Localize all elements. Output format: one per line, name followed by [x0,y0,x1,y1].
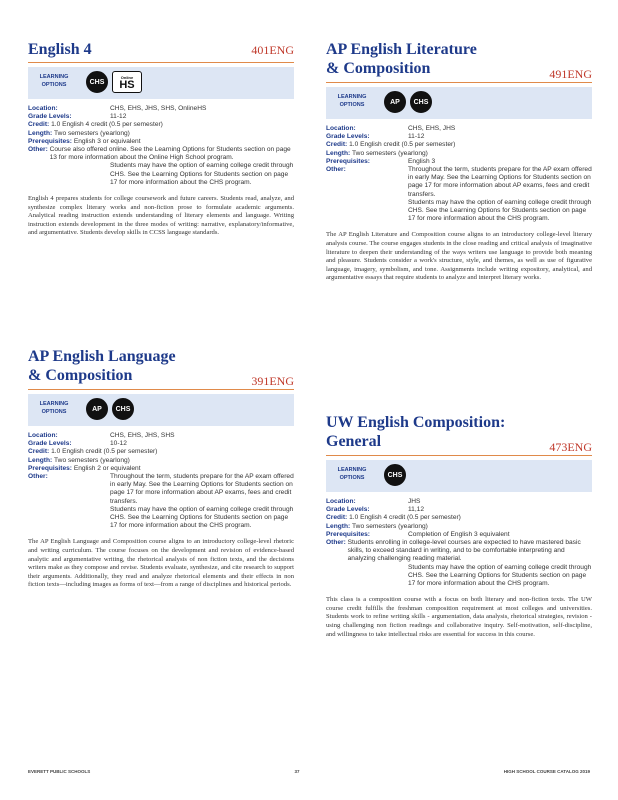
ap-icon: AP [384,91,406,113]
divider [326,455,592,456]
course-info: Location: CHS, EHS, JHS, SHS, OnlineHS Grade Levels: 11-12 Credit: 1.0 English 4 credit (0.5 per semester) Length: Two semesters (yearlong) Prerequisites: English 3 or equivalent Other: Course also offered online. See the Learning Options for Students section on page 13 for more information about the Online High School program. Students may have the option of earning college credit through CHS. See the Learning Options for Students section on page 17 for more information about the CHS program. [28,105,294,186]
learning-options-icons [86,71,142,93]
online-hs-icon: Online HS [112,71,142,93]
divider [28,389,294,390]
learning-options-icons [384,91,432,113]
learning-options-label: LEARNING OPTIONS [39,74,69,88]
divider [28,62,294,63]
course-code: 401ENG [251,43,294,57]
learning-options-label: LEARNING OPTIONS [337,94,367,108]
page-footer [28,769,590,774]
course-code: 391ENG [251,374,294,388]
course-info: Location: JHS Grade Levels: 11,12 Credit: 1.0 English 4 credit (0.5 per semester) Length: Two semesters (yearlong) Prerequisites: Completion of English 3 equivalent Other: Students enrolling in college-level courses are expected to have mastered basic skills, to exceed standard in writing, and to be comfortable interpreting and analyzing challenging reading material. Students may have the option of earning college credit through CHS. See the Learning Options for Students section on page 17 for more information about the CHS program. [326,498,592,588]
course-description: This class is a composition course with a focus on both literary and non-fiction texts. The UW course credit fulfills the freshman composition requirement at most colleges and universities. Students work to refine writing skills - argumentation, data analysis, rhetorical strategies, revision - using challenging non fiction readings and collaborative inquiry. Self-motivation, self-discipline, and willingness to take intellectual risks are essential for success in this course. [326,596,592,638]
course-ap-english-literature [326,40,592,283]
course-description: The AP English Literature and Composition course aligns to an introductory college-level literary analysis course. The course engages students in the close reading and critical analysis of imaginative literature to deepen their understanding of the ways writers use language to provide both meaning and pleasure. Students consider a work's structure, style, and themes, as well as use of figurative language, imagery, symbolism, and tone. Assignments include writing expository, analytical, and argumentative essays that require students to analyze and interpret literary works. [326,231,592,282]
chs-icon: CHS [384,464,406,486]
learning-options-bar [28,394,294,426]
course-title: AP English Language & Composition [28,348,176,384]
course-title: English 4 [28,41,92,58]
chs-icon: CHS [410,91,432,113]
course-title: UW English Composition: General [326,414,506,450]
course-uw-english-composition [326,413,592,639]
course-ap-english-language [28,347,294,590]
learning-options-icons [86,398,134,420]
learning-options-bar [28,67,294,99]
course-english-4 [28,40,294,238]
course-description: English 4 prepares students for college coursework and future careers. Students read, analyze, and synthesize complex literary works and non-fiction prose to formulate academic arguments. Analytical reading instruction extends understanding of literary elements and language. Writing instruction extends development in the three modes of writing: narrative, explanatory/informative, and argumentative. Students develop skills in CCSS language standards. [28,195,294,237]
footer-left: EVERETT PUBLIC SCHOOLS [28,769,91,774]
footer-right: HIGH SCHOOL COURSE CATALOG 2019 [503,769,590,774]
chs-icon: CHS [86,71,108,93]
course-code: 491ENG [549,67,592,81]
learning-options-bar [326,87,592,119]
learning-options-label: LEARNING OPTIONS [39,401,69,415]
course-description: The AP English Language and Composition course aligns to an introductory college-level rhetoric and writing curriculum. The course focuses on the development and revision of evidence-based analytic and argumentative writing, the rhetorical analysis of non fiction texts, and the decisions writers make as they compose and revise. Students evaluate, synthesize, and cite research to support their arguments. Additionally, they read and analyze rhetorical elements and their effects in non fiction texts—including images as forms of text—from a range of disciplines and historical periods. [28,538,294,589]
course-code: 473ENG [549,440,592,454]
learning-options-icons [384,464,406,486]
chs-icon: CHS [112,398,134,420]
page-number: 37 [294,769,300,774]
course-info: Location: CHS, EHS, JHS Grade Levels: 11-12 Credit: 1.0 English credit (0.5 per semester) Length: Two semesters (yearlong) Prerequisites: English 3 Other: Throughout the term, students prepare for the AP exam offered in early May. See the Learning Options for Students section on page 17 for more information about AP exams, fees and credit transfers. Students may have the option of earning college credit through CHS. See the Learning Options for Students section on page 17 for more information about the CHS program. [326,125,592,223]
course-info: Location: CHS, EHS, JHS, SHS Grade Levels: 10-12 Credit: 1.0 English credit (0.5 per semester) Length: Two semesters (yearlong) Prerequisites: English 2 or equivalent Other: Throughout the term, students prepare for the AP exam offered in early May. See the Learning Options for Students section on page 17 for more information about AP exams, fees and credit transfers. Students may have the option of earning college credit through CHS. See the Learning Options for Students section on page 17 for more information about the CHS program. [28,432,294,530]
learning-options-label: LEARNING OPTIONS [337,467,367,481]
course-title: AP English Literature & Composition [326,41,477,77]
ap-icon: AP [86,398,108,420]
divider [326,82,592,83]
learning-options-bar [326,460,592,492]
